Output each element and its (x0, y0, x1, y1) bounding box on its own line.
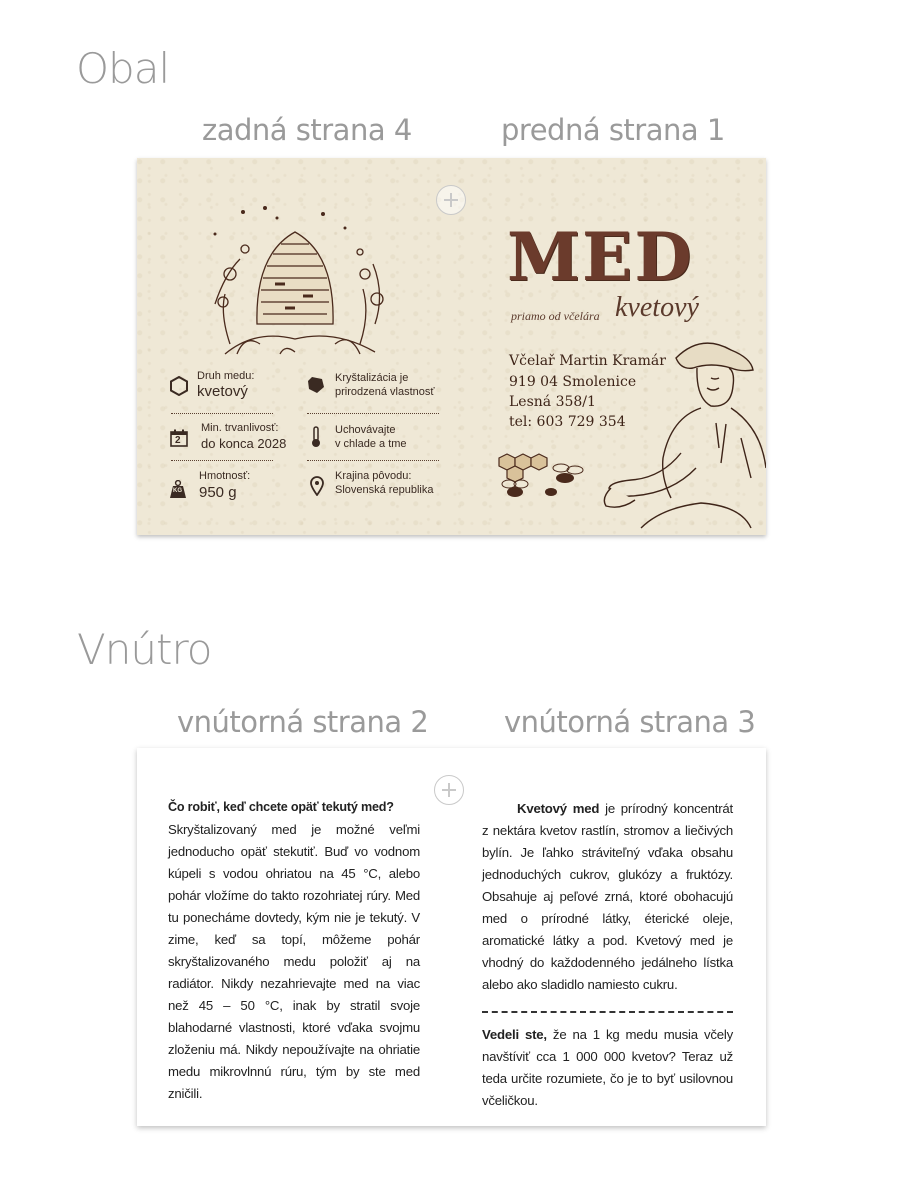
phone: tel: 603 729 354 (509, 414, 626, 430)
divider (171, 460, 273, 461)
subtitle-small: priamo od včelára (511, 309, 600, 323)
address-line-1: 919 04 Smolenice (509, 374, 637, 390)
inside-label (137, 748, 766, 1126)
right-paragraph-text: je prírodný koncentrát z nektára kvetov rastlín, stromov a liečivých bylín. Je ľahko stráviteľný vďaka obsahu jednoduchých cukrov, glukózy a fruktózy. Obsahuje aj peľové zrná, ktoré obohacujú med o prírodné látky, éterické oleje, aromatické látky a pod. Kvetový med je vhodný do každodenného jedálneho lístka alebo ako sladidlo namiesto cukru. (482, 801, 733, 992)
weight-icon (170, 480, 186, 498)
fact-text: že na 1 kg medu musia včely navštíviť cca 1 000 000 kvetov? Teraz už teda určite rozumiete, čo je to byť usilovnou včeličkou. (482, 1027, 733, 1108)
left-heading: Čo robiť, keď chcete opäť tekutý med? (168, 800, 394, 814)
location-pin-icon (310, 476, 324, 496)
divider (307, 460, 439, 461)
thermometer-icon (311, 426, 321, 448)
dashed-divider (482, 1011, 733, 1013)
beehive-illustration (185, 204, 395, 364)
shelf-life-label: Min. trvanlivosť: (201, 422, 279, 434)
weight-icon-text: KG (173, 488, 182, 494)
address-line-2: Lesná 358/1 (509, 394, 596, 410)
back-side-label: zadná strana 4 (202, 113, 412, 147)
product-title: MED (507, 218, 694, 296)
front-side-label: predná strana 1 (501, 113, 725, 147)
weight-value: 950 g (199, 484, 237, 501)
honey-type-value: kvetový (197, 383, 248, 400)
calendar-day: 2 (175, 435, 181, 446)
crystallization-label: Kryštalizácia je (335, 372, 409, 384)
beekeeper-name: Včelař Martin Kramár (509, 353, 666, 369)
right-paragraph (482, 798, 733, 996)
honeycomb-bees-illustration (489, 448, 589, 512)
honey-type-label: Druh medu: (197, 370, 255, 382)
section-title-inside: Vnútro (77, 625, 212, 674)
divider (171, 413, 273, 414)
hexagon-icon (170, 376, 188, 396)
fact-paragraph (482, 1024, 733, 1112)
right-paragraph-bold: Kvetový med (517, 801, 600, 816)
beekeeper-illustration (601, 328, 766, 535)
weight-label: Hmotnosť: (199, 470, 251, 482)
fold-mark-icon (434, 775, 464, 805)
crystal-icon (307, 376, 325, 394)
fold-mark-icon (436, 185, 466, 215)
inside-left-label: vnútorná strana 2 (177, 705, 429, 739)
storage-label: Uchovávajte (335, 424, 396, 436)
origin-label: Krajina pôvodu: (335, 470, 412, 482)
storage-value: v chlade a tme (335, 438, 407, 450)
section-title-cover: Obal (76, 44, 170, 93)
divider (307, 413, 439, 414)
inside-right-label: vnútorná strana 3 (504, 705, 756, 739)
left-paragraph: Skryštalizovaný med je možné veľmi jednoducho opäť stekutiť. Buď vo vodnom kúpeli s vodou ohriatou na 45 °C, alebo pohár vložíme do takto rozohriatej rúry. Med tu ponecháme dovtedy, kým nie je tekutý. V zime, keď sa topí, môžeme pohár skryštalizovaného medu položiť aj na radiátor. Nikdy nezahrievajte med na viac než 45 – 50 °C, inak by stratil svoje blahodarné vlastnosti, ktoré vďaka svojmu zloženiu má. Nikdy nepoužívajte na ohriatie medu mikrovlnnú rúru, tým by ste med zničili. (168, 822, 420, 1101)
crystallization-value: prirodzená vlastnosť (335, 386, 435, 398)
fact-bold: Vedeli ste, (482, 1027, 547, 1042)
calendar-icon (170, 429, 188, 447)
shelf-life-value: do konca 2028 (201, 436, 287, 451)
origin-value: Slovenská republika (335, 484, 434, 496)
cover-label (137, 158, 766, 535)
subtitle-variety: kvetový (615, 292, 699, 323)
